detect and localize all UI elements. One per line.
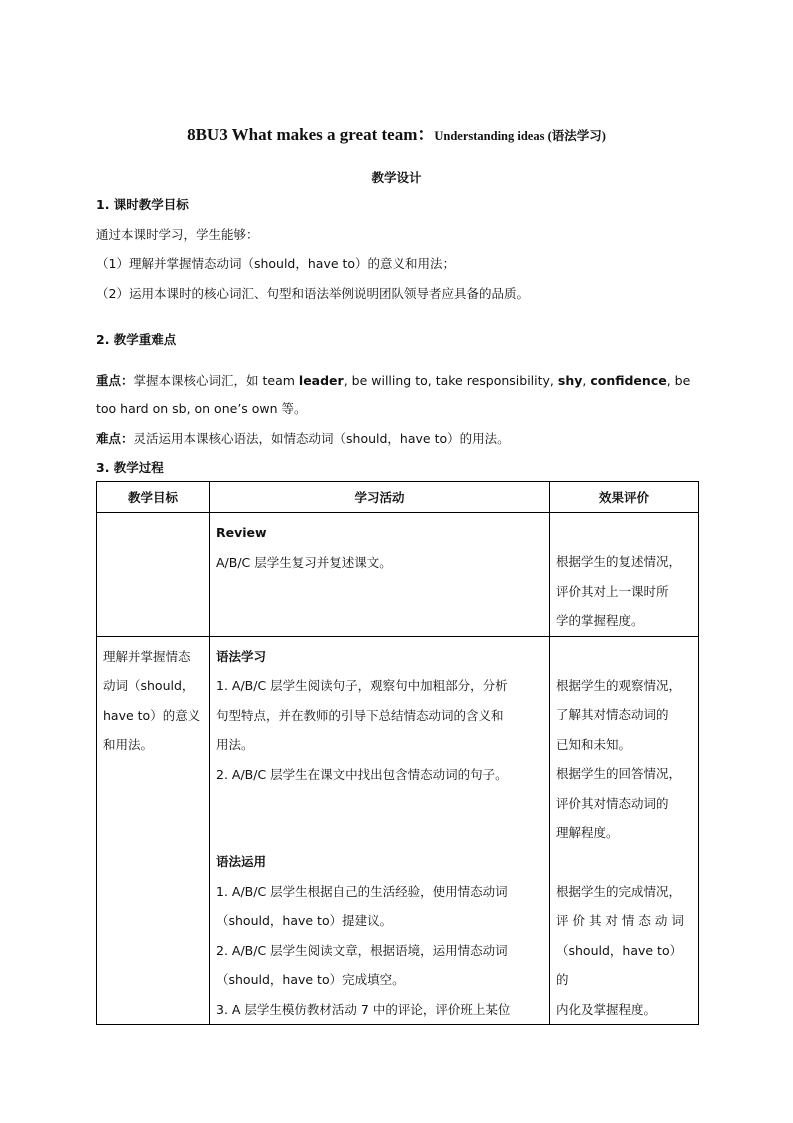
row2-activity — [210, 636, 550, 1025]
difficult-text: 灵活运用本课核心语法，如情态动词（should，have to）的用法。 — [133, 431, 510, 446]
row1-eval-line: 根据学生的复述情况， — [556, 554, 682, 569]
row2-activity2-line: 2. A/B/C 层学生阅读文章，根据语境，运用情态动词 — [216, 942, 508, 958]
row2-activity-line: 1. A/B/C 层学生阅读句子，观察句中加粗部分，分析 — [216, 678, 508, 693]
header-activity: 学习活动 — [210, 482, 550, 513]
table-row — [97, 513, 699, 637]
section1-intro: 通过本课时学习，学生能够： — [96, 227, 259, 242]
key-bold-confidence: confidence — [590, 373, 667, 388]
document-subtitle: 教学设计 — [371, 170, 422, 185]
row2-activity2-line: 3. A 层学生模仿教材活动 7 中的评论，评价班上某位 — [216, 1001, 511, 1017]
row2-eval2-line: 内化及掌握程度。 — [556, 1001, 657, 1017]
row2-objective — [97, 636, 210, 1025]
key-text-3: , — [582, 373, 591, 388]
difficult-label: 难点： — [96, 431, 134, 446]
section1-heading: 1. 课时教学目标 — [96, 197, 189, 212]
section2-heading: 2. 教学重难点 — [96, 332, 177, 347]
row1-eval-line: 学的掌握程度。 — [556, 613, 644, 628]
row2-objective-line: 理解并掌握情态 — [103, 648, 191, 664]
row2-evaluation — [550, 636, 699, 1025]
row2-eval-line: 已知和未知。 — [556, 736, 632, 752]
title-sub: Understanding ideas (语法学习) — [434, 129, 606, 143]
row1-activity — [210, 513, 550, 637]
header-objective: 教学目标 — [97, 482, 210, 513]
row2-activity-line: 用法。 — [216, 737, 254, 752]
teaching-process-table — [96, 481, 699, 1025]
row2-activity2-line: 1. A/B/C 层学生根据自己的生活经验，使用情态动词 — [216, 883, 508, 899]
row2-eval2-line: 根据学生的完成情况， — [556, 883, 682, 899]
document-title — [0, 120, 793, 145]
row1-evaluation — [550, 513, 699, 637]
row1-activity-line: A/B/C 层学生复习并复述课文。 — [216, 554, 392, 570]
header-evaluation: 效果评价 — [550, 482, 699, 513]
row2-eval-line: 评价其对情态动词的 — [556, 795, 669, 811]
table-row — [97, 636, 699, 1025]
row1-eval-line: 评价其对上一课时所 — [556, 583, 669, 599]
key-text-4: , be too hard on sb, on one’s own 等。 — [96, 373, 691, 416]
key-text-1: 掌握本课核心词汇，如 team — [133, 373, 299, 388]
row2-objective-line: 动词（should， — [103, 678, 195, 693]
key-label: 重点： — [96, 373, 134, 388]
row2-objective-line: have to）的意义 — [103, 707, 201, 723]
row2-eval-line: 了解其对情态动词的 — [556, 707, 669, 722]
section3-heading: 3. 教学过程 — [96, 460, 164, 475]
section1-item-2: （2）运用本课时的核心词汇、句型和语法举例说明团队领导者应具备的品质。 — [96, 286, 529, 301]
row2-eval2-line: 评 价 其 对 情 态 动 词 — [556, 913, 684, 928]
row2-eval2-line: （should，have to）的 — [556, 942, 683, 987]
title-main: 8BU3 What makes a great team： — [187, 125, 435, 144]
table-header-row — [97, 482, 699, 513]
row2-activity-line: 句型特点，并在教师的引导下总结情态动词的含义和 — [216, 707, 504, 723]
row2-activity-title: 语法学习 — [216, 648, 267, 664]
row2-activity2-line: （should，have to）提建议。 — [216, 913, 393, 928]
key-bold-leader: leader — [298, 373, 344, 388]
key-bold-shy: shy — [557, 373, 583, 388]
row2-activity-line: 2. A/B/C 层学生在课文中找出包含情态动词的句子。 — [216, 766, 508, 782]
row2-objective-line: 和用法。 — [103, 737, 154, 752]
row2-eval-line: 根据学生的回答情况， — [556, 766, 682, 781]
row2-eval-line: 根据学生的观察情况， — [556, 677, 682, 693]
row1-activity-title: Review — [216, 525, 267, 540]
row2-activity2-line: （should，have to）完成填空。 — [216, 972, 405, 987]
row2-eval-line: 理解程度。 — [556, 825, 619, 840]
difficult-points — [96, 430, 510, 448]
row2-activity2-title: 语法运用 — [216, 854, 267, 869]
row1-objective — [97, 513, 210, 637]
key-text-2: , be willing to, take responsibility, — [343, 373, 558, 388]
section1-item-1: （1）理解并掌握情态动词（should，have to）的意义和用法； — [96, 256, 456, 271]
key-points — [96, 367, 698, 423]
